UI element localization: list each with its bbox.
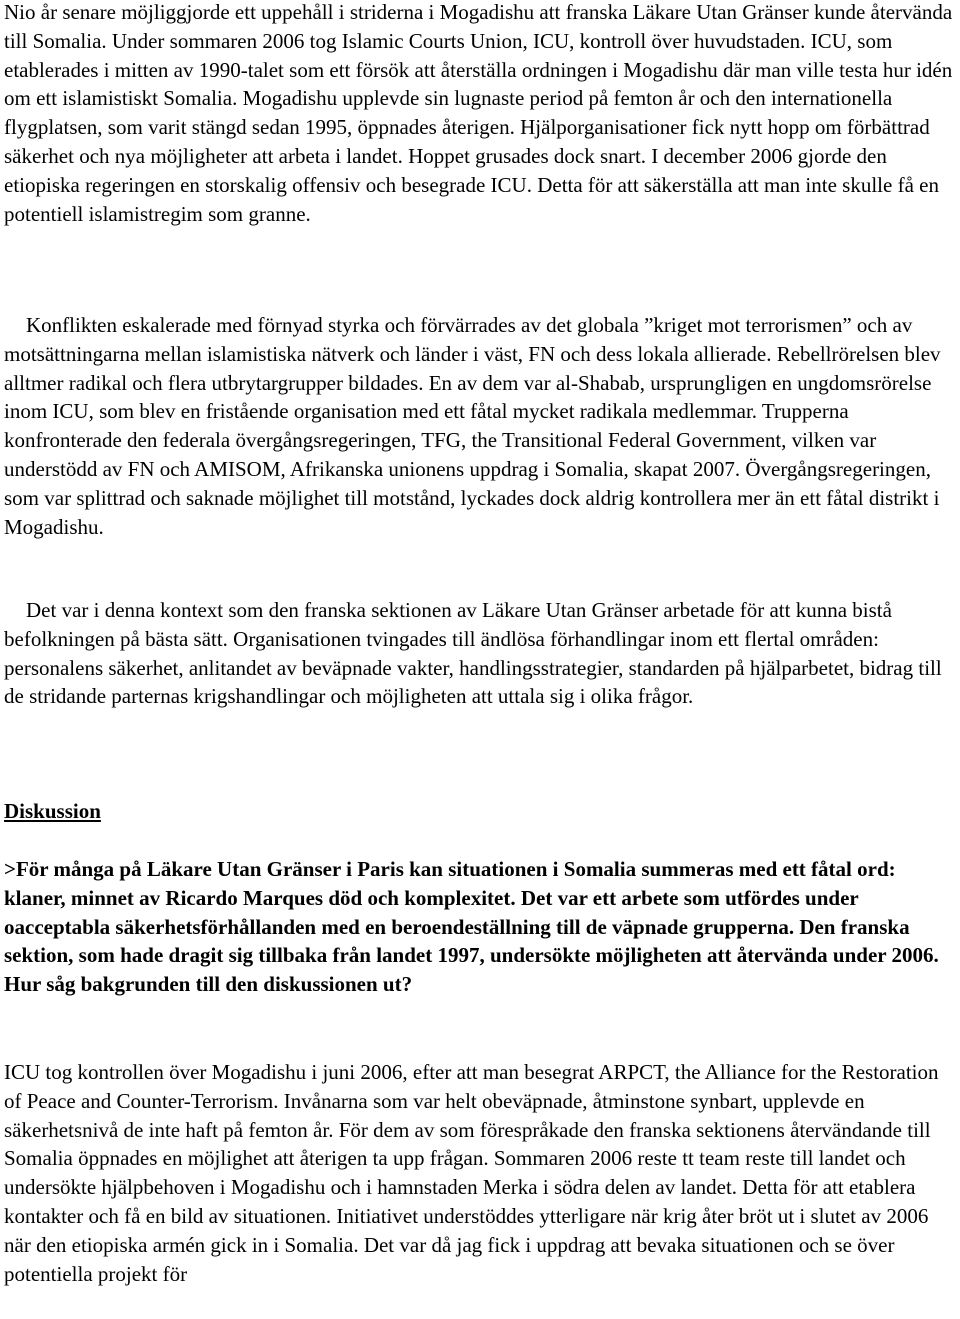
interview-answer: ICU tog kontrollen över Mogadishu i juni 2006, efter att man besegrat ARPCT, the Alliance for the Restoration of Peace and Counter-Terrorism. Invånarna som var helt obeväpnade, åtminstone synbart, upplevde en säkerhetsnivå de inte haft på femton år. För dem av som förespråkade den franska sektionens återvändande till Somalia öppnades en möjlighet att återigen ta upp frågan. Sommaren 2006 reste tt team reste till landet och undersökte hjälpbehoven i Mogadishu och i hamnstaden Merka i södra delen av landet. Detta för att etablera kontakter och få en bild av situationen. Initiativet understöddes ytterligare när krig åter bröt ut i slutet av 2006 när den etiopiska armén gick in i Somalia. Det var då jag fick i uppdrag att bevaka situationen och se över potentiella projekt för (4, 1060, 939, 1286)
paragraph-msf-context: Det var i denna kontext som den franska sektionen av Läkare Utan Gränser arbetade för att kunna bistå befolkningen på bästa sätt. Organisationen tvingades till ändlösa förhandlingar inom ett flertal områden: personalens säkerhet, anlitandet av beväpnade vakter, handlingsstrategier, standarden på hjälparbetet, bidrag till de stridande parternas krigshandlingar och möjligheten att uttala sig i olika frågor. (4, 598, 942, 709)
paragraph-icu-return: Nio år senare möjliggjorde ett uppehåll i striderna i Mogadishu att franska Läkare Utan Gränser kunde återvända till Somalia. Under sommaren 2006 tog Islamic Courts Union, ICU, kontroll över huvudstaden. ICU, som etablerades i mitten av 1990-talet som ett försök att återställa ordningen i Mogadishu där man ville testa hur idén om ett islamistiskt Somalia. Mogadishu upplevde sin lugnaste period på femton år och den internationella flygplatsen, som varit stängd sedan 1995, öppnades återigen. Hjälporganisationer fick nytt hopp om förbättrad säkerhet och nya möjligheter att arbeta i landet. Hoppet grusades dock snart. I december 2006 gjorde den etiopiska regeringen en storskalig offensiv och besegrade ICU. Detta för att säkerställa att man inte skulle få en potentiell islamistregim som granne. (4, 0, 953, 226)
section-heading-discussion: Diskussion (4, 799, 101, 823)
paragraph-conflict-escalation: Konflikten eskalerade med förnyad styrka och förvärrades av det globala ”kriget mot terrorismen” och av motsättningarna mellan islamistiska nätverk och länder i väst, FN och dess lokala allierade. Rebellrörelsen blev alltmer radikal och flera utbrytargrupper bildades. En av dem var al-Shabab, ursprungligen en ungdomsrörelse inom ICU, som blev en fristående organisation med ett fåtal mycket radikala medlemmar. Trupperna konfronterade den federala övergångsregeringen, TFG, the Transitional Federal Government, vilken var understödd av FN och AMISOM, Afrikanska unionens uppdrag i Somalia, skapat 2007. Övergångsregeringen, som var splittrad och saknade möjlighet till motstånd, lyckades dock aldrig kontrollera mer än ett fåtal distrikt i Mogadishu. (4, 313, 941, 539)
interview-question: >För många på Läkare Utan Gränser i Paris kan situationen i Somalia summeras med ett fåtal ord: klaner, minnet av Ricardo Marques död och komplexitet. Det var ett arbete som utfördes under oacceptabla säkerhetsförhållanden med en beroendeställning till de väpnade grupperna. Den franska sektion, som hade dragit sig tillbaka från landet 1997, undersökte möjligheten att återvända under 2006. Hur såg bakgrunden till den diskussionen ut? (4, 857, 939, 997)
